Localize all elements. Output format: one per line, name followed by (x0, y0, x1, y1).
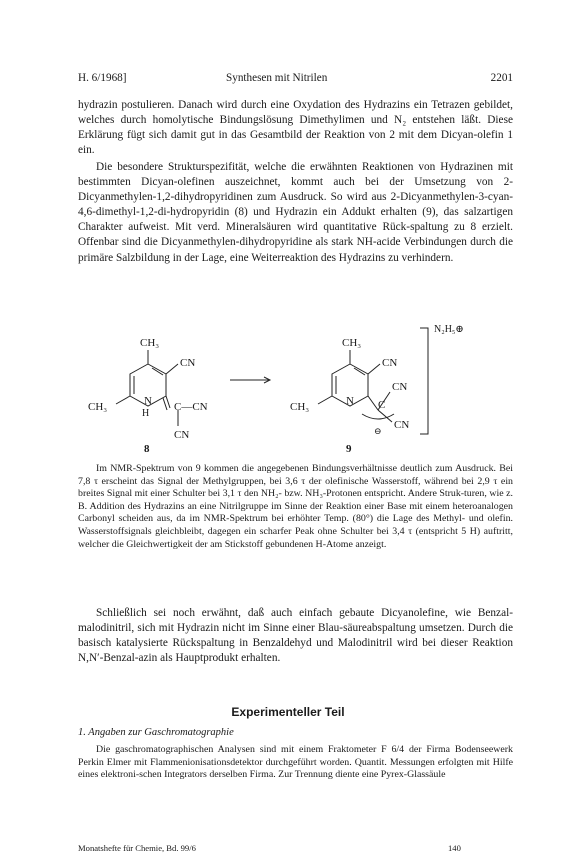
paragraph-4: Schließlich sei noch erwähnt, daß auch einfach gebaute Dicyanolefine, wie Benzal-malodinitril, sich mit Hydrazin nicht im Sinne einer Blau-säureabspaltung umsetzen. Durch die basisch katalysierte Rückspaltung in Benzaldehyd und Malodinitril wird bei dieser Reaktion N,N′-Benzal-azin als Hauptprodukt erhalten. (78, 607, 513, 665)
cn-right-top: CN (392, 381, 408, 393)
reaction-scheme (78, 318, 508, 458)
ch3-left: CH₃ (88, 401, 108, 413)
cn-left-bottom: CN (174, 429, 190, 441)
cn-right-ring: CN (382, 357, 398, 369)
ch3-top-right: CH₃ (342, 337, 362, 349)
header-title: Synthesen mit Nitrilen (226, 72, 328, 84)
header-citation: H. 6/1968] (78, 72, 127, 84)
compound-label-8: 8 (144, 443, 150, 455)
cn-left-ring: CN (180, 357, 196, 369)
section-heading: Experimenteller Teil (231, 705, 345, 719)
paragraph-5: Die gaschromatographischen Analysen sind mit einem Fraktometer F 6/4 der Firma Bodenseewerk Perkin Elmer mit Flammenionisationsdetektor durchgeführt worden. Quantit. Messungen erfolgten mit Hilfe eines elektroni-schen Integrators derselben Firma. Zur Trennung diente eine Pyrex-Glassäule (78, 744, 513, 781)
ch3-top-left: CH₃ (140, 337, 160, 349)
paragraph-1: hydrazin postulieren. Danach wird durch eine Oxydation des Hydrazins ein Tetrazen gebildet, welches durch homolytische Bindungslösung Dimethylimen und N₂ entstehen läßt. Diese Erklärung fügt sich damit gut in das Gesamtbild der Reaktion von 2 mit dem Dicyan-olefin 1 ein. (78, 99, 513, 157)
cn-right-bottom: CN (394, 419, 410, 431)
minus-charge: ⊖ (374, 426, 382, 436)
c-left: C—CN (174, 401, 208, 413)
page-number: 2201 (490, 72, 513, 84)
paragraph-2: Die besondere Strukturspezifität, welche die erwähnten Reaktionen von Hydrazinen mit bestimmten Dicyan-olefinen auszeichnet, kommt auch bei der Umsetzung von 2-Dicyanmethylen-1,2-dihydropyridinen zum Ausdruck. So wird aus 2-Dicyanmethylen-3-cyan-4,6-dimethyl-1,2-di-hydropyridin (8) und Hydrazin ein Addukt erhalten (9), das salzartigen Charakter aufweist. Mit verd. Mineralsäuren wird quantitative Rück-spaltung zu 8 erzielt. Offenbar sind die Dicyanmethylen-dihydropyridine als stark NH-acide Verbindungen durch die primäre Salzbildung in der Lage, eine Weiterreaktion des Hydrazins zu verhindern. (78, 161, 513, 264)
n-left: N (144, 395, 152, 407)
subsection-heading: 1. Angaben zur Gaschromatographie (78, 727, 234, 738)
h-left: H (142, 408, 150, 419)
footer-journal: Monatshefte für Chemie, Bd. 99/6 (78, 843, 196, 853)
ch3-right: CH₃ (290, 401, 310, 413)
paragraph-3: Im NMR-Spektrum von 9 kommen die angegebenen Bindungsverhältnisse deutlich zum Ausdruck. Bei 7,8 τ erscheint das Signal der Methylgruppen, bei 3,6 τ der olefinische Wasserstoff, während bei 2,9 τ ein breites Signal mit einer Schulter bei 3,1 τ den NH₂- bzw. NH₃-Protonen entspricht. Andere Struk-turen, wie z. B. Addition des Hydrazins an eine Nitrilgruppe im Sinne der Reaktion einer Base mit einem heteroanalogen Carbonyl scheiden aus, da im NMR-Spektrum bei erhöhter Temp. (80°) die Lage des Methyl- und olefin. Wasserstoffsignals gleichbleibt, dagegen ein scharfer Peak ohne Schulter bei 3,4 τ (entspricht 5 H) auftritt, welcher die Gleichwertigkeit der am Stickstoff gebundenen H-Atome anzeigt. (78, 463, 513, 550)
running-header (78, 72, 513, 86)
footer-page: 140 (448, 843, 461, 853)
c-right: C (378, 399, 386, 411)
n-right: N (346, 395, 354, 407)
compound-label-9: 9 (346, 443, 352, 455)
counter-ion: N₂H₅⊕ (434, 324, 464, 335)
